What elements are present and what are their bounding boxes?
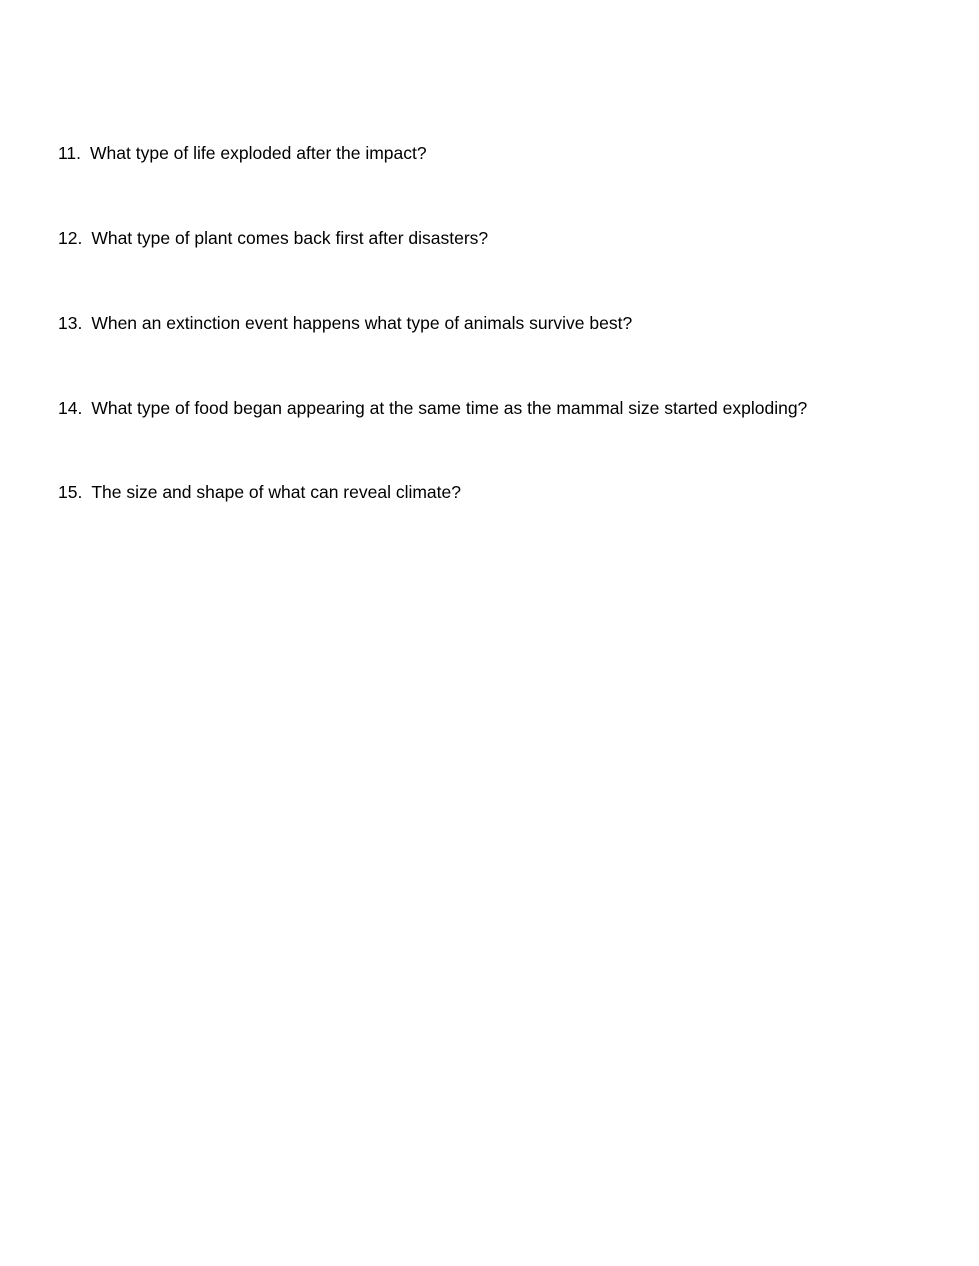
question-number: 14. (58, 398, 83, 418)
question-14 (58, 398, 807, 418)
question-number: 11. (58, 143, 82, 163)
question-text: What type of food began appearing at the same time as the mammal size started exploding? (91, 398, 808, 418)
question-text: What type of plant comes back first after disasters? (91, 228, 489, 248)
question-number: 13. (58, 313, 83, 333)
question-number: 15. (58, 482, 83, 502)
question-text: When an extinction event happens what type of animals survive best? (91, 313, 633, 333)
question-15 (58, 482, 461, 502)
question-text: The size and shape of what can reveal climate? (91, 482, 461, 502)
question-11 (58, 143, 427, 163)
question-text: What type of life exploded after the impact? (90, 143, 427, 163)
question-13 (58, 313, 632, 333)
question-12 (58, 228, 488, 248)
question-number: 12. (58, 228, 83, 248)
